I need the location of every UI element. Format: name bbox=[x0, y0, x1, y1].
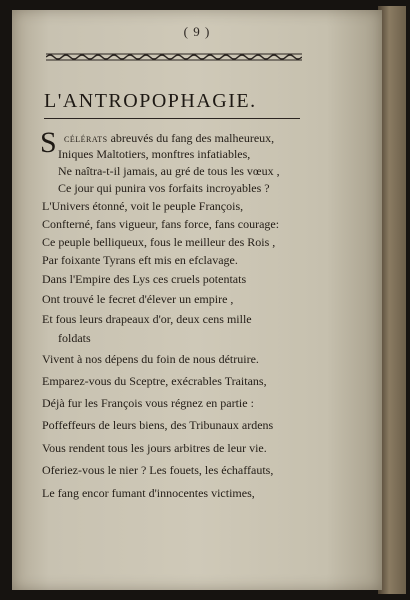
book-page bbox=[12, 10, 382, 590]
verse-line: Poffeffeurs de leurs biens, des Tribunaux ardens bbox=[42, 418, 274, 432]
verse-line: Ont trouvé le fecret d'élever un empire , bbox=[42, 292, 234, 306]
verse-line: Déjà fur les François vous régnez en partie : bbox=[42, 396, 254, 410]
drop-cap: S bbox=[40, 126, 57, 159]
verse-line: Le fang encor fumant d'innocentes victimes, bbox=[42, 486, 255, 500]
verse-line: Emparez-vous du Sceptre, exécrables Traitans, bbox=[42, 374, 267, 388]
verse-line: L'Univers étonné, voit le peuple François, bbox=[42, 199, 244, 213]
verse-line: Et fous leurs drapeaux d'or, deux cens mille bbox=[42, 312, 252, 326]
verse-line: Vivent à nos dépens du foin de nous détruire. bbox=[42, 352, 259, 366]
ornamental-rule bbox=[46, 52, 302, 62]
verse-line: Vous rendent tous les jours arbitres de leur vie. bbox=[42, 441, 267, 455]
first-word: célérats bbox=[64, 131, 108, 145]
verse-line: Oferiez-vous le nier ? Les fouets, les échaffauts, bbox=[42, 463, 274, 477]
verse-line: Ne naîtra-t-il jamais, au gré de tous les vœux , bbox=[58, 164, 280, 178]
verse-line: Iniques Maltotiers, monftres infatiables, bbox=[58, 147, 251, 161]
title-underline bbox=[44, 118, 300, 119]
verse-line: Ce peuple belliqueux, fous le meilleur des Rois , bbox=[42, 235, 276, 249]
verse-line: Dans l'Empire des Lys ces cruels potentats bbox=[42, 272, 247, 286]
verse-line: foldats bbox=[58, 331, 91, 345]
first-line-rest: abreuvés du fang des malheureux, bbox=[107, 131, 275, 145]
page-number: ( 9 ) bbox=[183, 24, 211, 39]
verse-line: Ce jour qui punira vos forfaits incroyables ? bbox=[58, 181, 270, 195]
verse-line bbox=[64, 131, 409, 146]
page-title: L'ANTROPOPHAGIE. bbox=[44, 90, 257, 112]
verse-line: Par foixante Tyrans eft mis en efclavage. bbox=[42, 253, 238, 267]
verse-line: Confterné, fans vigueur, fans force, fans courage: bbox=[42, 217, 280, 231]
